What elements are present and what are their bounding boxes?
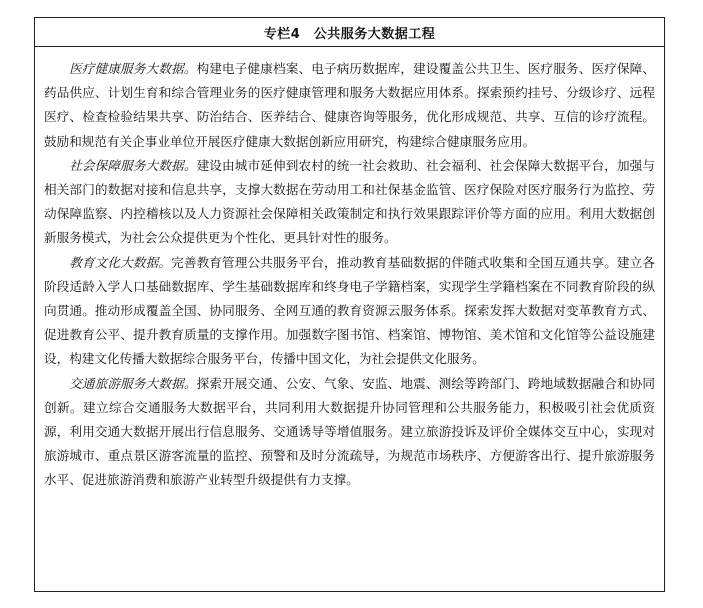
section-education-culture-text: 完善教育管理公共服务平台，推动教育基础数据的伴随式收集和全国互通共享。建立各阶段适龄入学人口基础数据库、学生基础数据库和终身电子学籍档案，实现学生学籍档案在不同教育阶段的纵向贯通。推动形成覆盖全国、协同服务、全网互通的教育资源云服务体系。探索发挥大数据对变革教育方式、促进教育公平、提升教育质量的支撑作用。加强数字图书馆、档案馆、博物馆、美术馆和文化馆等公益设施建设，构建文化传播大数据综合服务平台，传播中国文化，为社会提供文化服务。 (44, 254, 656, 367)
feature-box (34, 17, 665, 592)
section-medical-text: 构建电子健康档案、电子病历数据库，建设覆盖公共卫生、医疗服务、医疗保障、药品供应、计划生育和综合管理业务的医疗健康管理和服务大数据应用体系。探索预约挂号、分级诊疗、远程医疗、检查检验结果共享、防治结合、医养结合、健康咨询等服务，优化形成规范、共享、互信的诊疗流程。鼓励和规范有关企事业单位开展医疗健康大数据创新应用研究，构建综合健康服务应用。 (44, 61, 656, 149)
section-transport-tourism-heading: 交通旅游服务大数据。 (69, 375, 197, 391)
section-social-security (44, 154, 655, 251)
section-medical-heading: 医疗健康服务大数据。 (69, 61, 197, 76)
section-education-culture (44, 251, 655, 372)
box-title: 专栏4 公共服务大数据工程 (35, 18, 664, 47)
section-education-culture-heading: 教育文化大数据。 (69, 254, 172, 270)
box-content (35, 47, 664, 493)
section-medical (44, 57, 655, 154)
section-transport-tourism (44, 372, 655, 493)
section-transport-tourism-text: 探索开展交通、公安、气象、安监、地震、测绘等跨部门、跨地域数据融合和协同创新。建立综合交通服务大数据平台，共同利用大数据提升协同管理和公共服务能力，积极吸引社会优质资源，利用交通大数据开展出行信息服务、交通诱导等增值服务。建立旅游投诉及评价全媒体交互中心，实现对旅游城市、重点景区游客流量的监控、预警和及时分流疏导，为规范市场秩序、方便游客出行、提升旅游服务水平、促进旅游消费和旅游产业转型升级提供有力支撑。 (44, 375, 656, 488)
section-social-security-text: 建设由城市延伸到农村的统一社会救助、社会福利、社会保障大数据平台，加强与相关部门的数据对接和信息共享，支撑大数据在劳动用工和社保基金监管、医疗保险对医疗服务行为监控、劳动保障监察、内控稽核以及人力资源社会保障相关政策制定和执行效果跟踪评价等方面的应用。利用大数据创新服务模式，为社会公众提供更为个性化、更具针对性的服务。 (44, 157, 656, 246)
section-social-security-heading: 社会保障服务大数据。 (69, 157, 197, 173)
